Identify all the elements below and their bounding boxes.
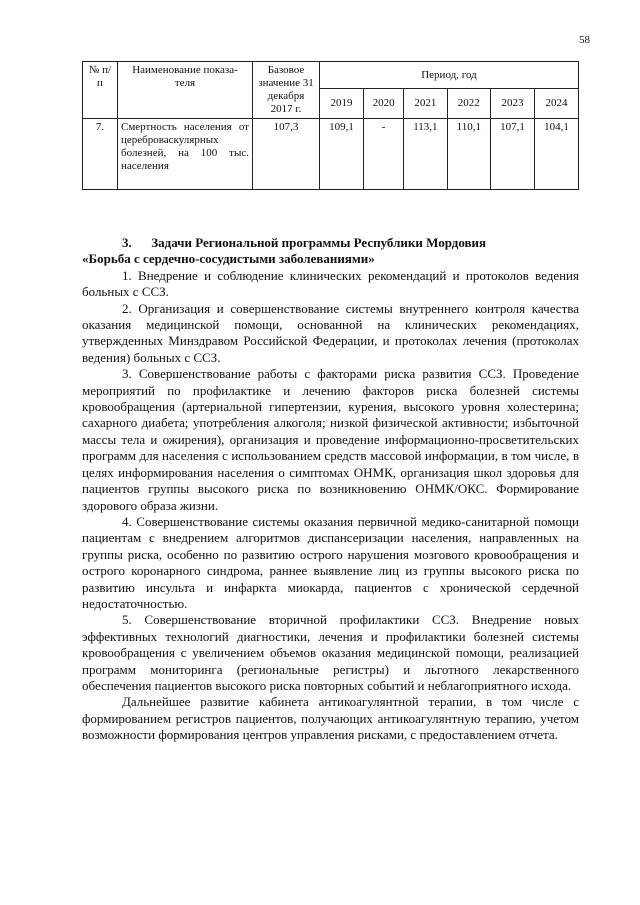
page-number: 58	[579, 34, 590, 46]
header-year: 2022	[447, 89, 490, 119]
row-name: Смертность населения от цереброваскулярных болезней, на 100 тыс. населения	[118, 119, 253, 190]
header-num: № п/п	[83, 62, 118, 119]
paragraph: Дальнейшее развитие кабинета антикоагулянтной терапии, в том числе с формированием регистров пациентов, получающих антикоагулянтную терапию, учетом возможности формирования центров управления рисками, с предоставлением отчета.	[82, 694, 579, 743]
header-year: 2024	[534, 89, 578, 119]
row-value: 104,1	[534, 119, 578, 190]
header-name: Наименование показа- теля	[118, 62, 253, 119]
row-value: 107,1	[491, 119, 535, 190]
row-value: -	[363, 119, 403, 190]
row-value: 110,1	[447, 119, 490, 190]
header-year: 2020	[363, 89, 403, 119]
paragraph: 4. Совершенствование системы оказания первичной медико-санитарной помощи пациентам с внедрением алгоритмов диспансеризации населения, направленных на группы риска, особенно по развитию острого нарушения мозгового кровообращения и острого коронарного синдрома, раннее выявление лиц из группы высокого риска по развитию инсульта и инфаркта миокарда, пациентов с хронической сердечной недостаточностью.	[82, 513, 579, 611]
paragraph: 3. Совершенствование работы с факторами риска развития ССЗ. Проведение мероприятий по профилактике и лечению факторов риска болезней системы кровообращения (артериальной гипертензии, курения, высокого уровня холестерина; сахарного диабета; употребления алкоголя; низкой физической активности; избыточной массы тела и ожирения), организация и проведение информационно-просветительских программ для населения с использованием средств массовой информации, в том числе, в целях информирования населения о симптомах ОНМК, организация школ здоровья для пациентов группы высокого риска по возникновению ОНМК/ОКС. Формирование здорового образа жизни.	[82, 366, 579, 513]
row-num: 7.	[83, 119, 118, 190]
paragraph: 2. Организация и совершенствование системы внутреннего контроля качества оказания медицинской помощи, основанной на клинических рекомендациях, утвержденных Минздравом Российской Федерации, и протоколах лечения (протоколах ведения) больных с ССЗ.	[82, 300, 579, 365]
section-title-line1: 3. Задачи Региональной программы Республики Мордовия	[122, 235, 487, 250]
header-period: Период, год	[320, 62, 579, 89]
header-year: 2023	[491, 89, 535, 119]
row-base: 107,3	[253, 119, 320, 190]
tasks-section	[82, 235, 579, 744]
header-year: 2019	[320, 89, 364, 119]
header-base: Базовое значение 31 декабря 2017 г.	[253, 62, 320, 119]
row-value: 109,1	[320, 119, 364, 190]
table-row	[83, 119, 579, 190]
header-year: 2021	[404, 89, 447, 119]
paragraph: 5. Совершенствование вторичной профилактики ССЗ. Внедрение новых эффективных технологий диагностики, лечения и профилактики болезней системы кровообращения с увеличением объемов оказания медицинской помощи, реализацией программ мониторинга (региональные регистры) и льготного лекарственного обеспечения пациентов высокого риска повторных событий и неблагоприятного исхода.	[82, 612, 579, 693]
indicator-table	[82, 61, 579, 190]
row-value: 113,1	[404, 119, 447, 190]
paragraph: 1. Внедрение и соблюдение клинических рекомендаций и протоколов ведения больных с ССЗ.	[82, 267, 579, 300]
section-title-line2: «Борьба с сердечно-сосудистыми заболеваниями»	[82, 251, 375, 267]
